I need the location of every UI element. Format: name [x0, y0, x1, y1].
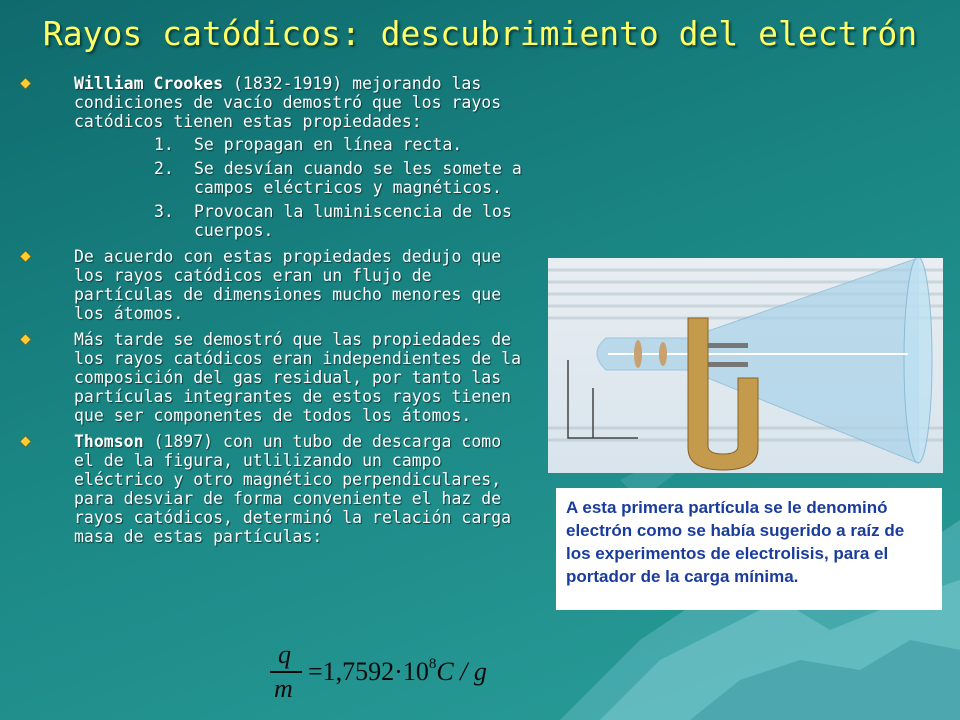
item-text: Provocan la luminiscencia de los cuerpos.: [194, 202, 512, 240]
bullet-list: [12, 74, 522, 553]
cathode-ray-tube-image: [548, 258, 943, 473]
bullet-thomson: [12, 432, 522, 546]
fraction-bar: [270, 671, 302, 673]
formula-numerator: q: [278, 640, 291, 669]
bullet-independence: [12, 330, 522, 425]
bullet-crookes: [12, 74, 522, 240]
item-number: 3.: [154, 202, 174, 221]
item-number: 2.: [154, 159, 174, 178]
bullet-diamond-icon: [20, 436, 31, 447]
numbered-list: [74, 135, 522, 240]
numbered-item: [74, 135, 522, 154]
bullet-diamond-icon: [20, 78, 31, 89]
bullet-bold: Thomson: [74, 432, 144, 451]
bullet-text: (1832-1919) mejorando las condiciones de vacío demostró que los rayos catódicos tienen estas propiedades:: [74, 74, 502, 131]
electron-note: A esta primera partícula se le denominó electrón como se había sugerido a raíz de los experimentos de electrolisis, para el portador de la carga mínima.: [556, 488, 942, 610]
bullet-text: (1897) con un tubo de descarga como el de la figura, utlilizando un campo eléctrico y otro magnético perpendiculares, para desviar de forma conveniente el haz de rayos catódicos, determinó la relación carga masa de estas partículas:: [74, 432, 512, 546]
item-text: Se desvían cuando se les somete a campos eléctricos y magnéticos.: [194, 159, 522, 197]
formula-number: =1,7592·10: [308, 657, 429, 686]
bullet-text: De acuerdo con estas propiedades dedujo que los rayos catódicos eran un flujo de partículas de dimensiones mucho menores que los átomos.: [74, 247, 502, 323]
numbered-item: [74, 202, 522, 240]
slide-title: Rayos catódicos: descubrimiento del electrón: [42, 14, 918, 53]
item-number: 1.: [154, 135, 174, 154]
numbered-item: [74, 159, 522, 197]
formula-denominator: m: [274, 674, 293, 703]
bullet-deduction: [12, 247, 522, 323]
bullet-diamond-icon: [20, 251, 31, 262]
bullet-bold: William Crookes: [74, 74, 224, 93]
bullet-diamond-icon: [20, 334, 31, 345]
formula-unit: C / g: [436, 657, 487, 686]
formula-value: [308, 657, 487, 687]
bullet-text: Más tarde se demostró que las propiedades de los rayos catódicos eran independientes de la composición del gas residual, por tanto las partículas integrantes de estos rayos tienen que ser componentes de todos los átomos.: [74, 330, 522, 425]
item-text: Se propagan en línea recta.: [194, 135, 463, 154]
charge-mass-formula: [270, 638, 530, 708]
formula-exponent: 8: [428, 656, 437, 672]
